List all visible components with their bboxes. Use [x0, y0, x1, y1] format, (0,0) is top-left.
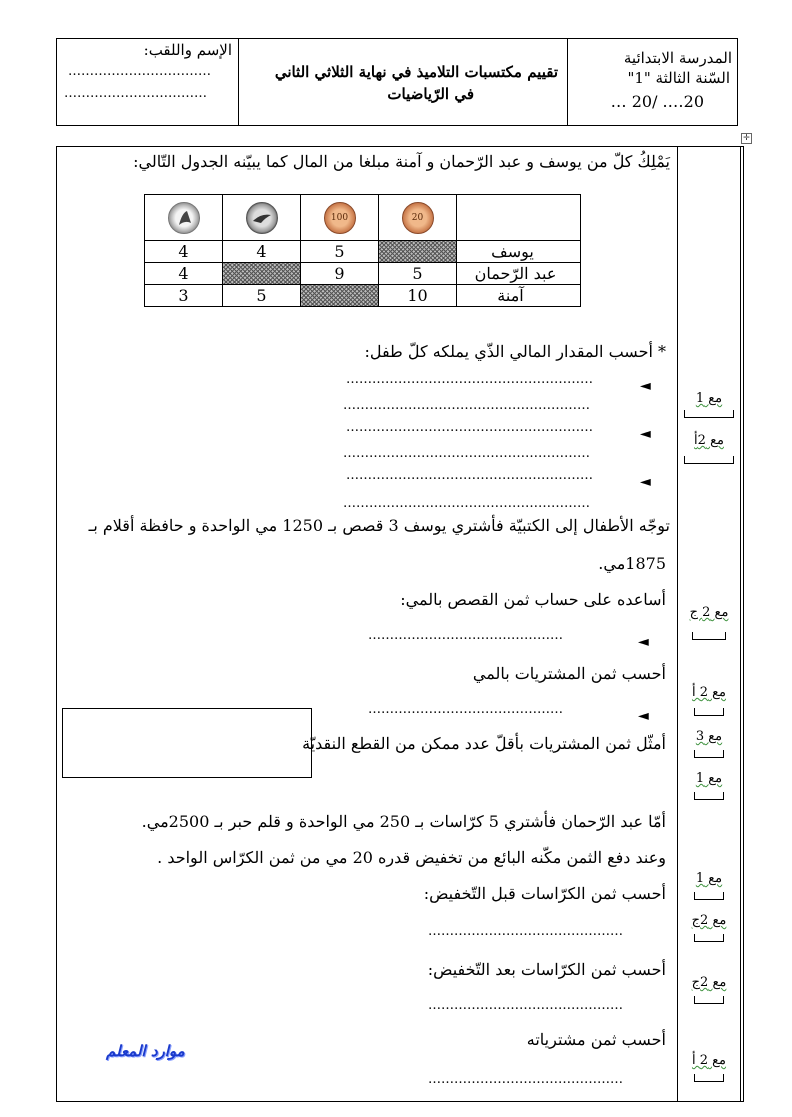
score-box[interactable] [694, 708, 724, 716]
grade-label: السّنة الثالثة "1" [627, 69, 730, 87]
answer-line[interactable]: ………………………………………………… [343, 398, 590, 413]
score-box[interactable] [694, 996, 724, 1004]
table-row [145, 241, 581, 263]
coin-20-icon: 20 [402, 202, 434, 234]
pointer-arrow-icon: ◄ [638, 708, 649, 724]
score-criterion: مع 1 [695, 391, 723, 406]
score-box[interactable] [694, 792, 724, 800]
score-box[interactable] [694, 892, 724, 900]
header-divider [567, 38, 568, 126]
answer-line[interactable]: ………………………………………………… [343, 446, 590, 461]
problem-text: وعند دفع الثمن مكّنه البائع من تخفيض قدره 20 مي من ثمن الكرّاس الواحد . [157, 848, 666, 867]
right-divider [740, 146, 741, 1102]
question-4: أمثّل ثمن المشتريات بأقلّ عدد ممكن من القطع النقديّة [302, 734, 666, 753]
question-6: أحسب ثمن الكرّاسات بعد التّخفيض: [427, 960, 666, 979]
school-year: 20…. /20 … [610, 92, 704, 111]
table-cell: 10 [379, 285, 457, 307]
table-cell-hatched [223, 263, 301, 285]
exam-title: تقييم مكتسبات التلاميذ في نهاية الثلاثي الثاني [274, 63, 558, 81]
answer-line[interactable]: ………………………………………………… ◄ [346, 468, 651, 490]
coin-cell [379, 195, 457, 241]
score-criterion: مع 2 أ [691, 685, 727, 700]
table-cell: 4 [145, 241, 223, 263]
score-box[interactable] [684, 456, 734, 464]
score-criterion: مع 2 ج [689, 605, 729, 620]
answer-line[interactable]: ………………………………………………… ◄ [346, 420, 651, 442]
problem-text: أمّا عبد الرّحمان فأشتري 5 كرّاسات بـ 250 مي الواحدة و قلم حبر بـ 2500مي. [141, 812, 666, 831]
answer-line[interactable]: ……………………………………… [428, 924, 623, 939]
score-criterion: مع 1 [695, 871, 723, 886]
answer-box[interactable] [62, 708, 312, 778]
pointer-arrow-icon: ◄ [640, 426, 651, 442]
answer-line[interactable]: ………………………………………………… ◄ [346, 372, 651, 394]
header-empty-cell [457, 195, 581, 241]
score-criterion: مع 2 أ [691, 1053, 727, 1068]
margin-divider [677, 146, 678, 1102]
table-cell-hatched [379, 241, 457, 263]
exam-subject: في الرّياضيات [387, 85, 474, 103]
coin-cell [301, 195, 379, 241]
watermark-logo: موارد المعلم [106, 1042, 185, 1060]
table-cell: 3 [145, 285, 223, 307]
table-row [145, 285, 581, 307]
money-table [144, 194, 581, 307]
coin-100-icon: 100 [324, 202, 356, 234]
coin-cell [145, 195, 223, 241]
table-cell: 4 [223, 241, 301, 263]
table-cell: 4 [145, 263, 223, 285]
score-criterion: مع 3 [695, 729, 723, 744]
problem-text: توجّه الأطفال إلى الكتبيّة فأشتري يوسف 3 قصص بـ 1250 مي الواحدة و حافظة أقلام بـ [88, 516, 670, 535]
coin-bird-icon [246, 202, 278, 234]
question-7: أحسب ثمن مشترياته [526, 1030, 666, 1049]
surname-input[interactable]: …………………………… [64, 86, 207, 101]
answer-line[interactable]: ……………………………………… [428, 1072, 623, 1087]
pointer-arrow-icon: ◄ [640, 474, 651, 490]
school-label: المدرسة الابتدائية [623, 49, 732, 67]
score-criterion: مع 1 [695, 771, 723, 786]
answer-line[interactable]: ………………………………………………… [343, 496, 590, 511]
answer-line[interactable]: ……………………………………… ◄ [368, 702, 649, 724]
score-box[interactable] [694, 934, 724, 942]
pointer-arrow-icon: ◄ [638, 634, 649, 650]
table-row [145, 263, 581, 285]
coin-cell [223, 195, 301, 241]
table-move-handle[interactable]: ✛ [741, 133, 752, 144]
intro-text: يَمْلِكُ كلّ من يوسف و عبد الرّحمان و آمنة مبلغا من المال كما يبيّنه الجدول التّالي: [133, 152, 670, 171]
table-cell: 5 [301, 241, 379, 263]
coin-medal-icon [168, 202, 200, 234]
question-5: أحسب ثمن الكرّاسات قبل التّخفيض: [423, 884, 666, 903]
pointer-arrow-icon: ◄ [640, 378, 651, 394]
question-1: * أحسب المقدار المالي الذّي يملكه كلّ طفل: [364, 342, 666, 361]
name-label: الإسم واللقب: [143, 41, 232, 59]
score-criterion: مع 2ج [691, 913, 727, 928]
table-cell-hatched [301, 285, 379, 307]
question-3: أحسب ثمن المشتريات بالمي [472, 664, 666, 683]
row-name: آمنة [457, 285, 581, 307]
score-box[interactable] [694, 1074, 724, 1082]
answer-line[interactable]: ……………………………………… [428, 998, 623, 1013]
row-name: عبد الرّحمان [457, 263, 581, 285]
answer-line[interactable]: ……………………………………… ◄ [368, 628, 649, 650]
row-name: يوسف [457, 241, 581, 263]
score-box[interactable] [694, 750, 724, 758]
name-input[interactable]: …………………………… [68, 64, 211, 79]
score-criterion: مع 2أ [694, 433, 724, 448]
problem-text: 1875مي. [598, 554, 666, 573]
score-box[interactable] [684, 410, 734, 418]
table-cell: 5 [379, 263, 457, 285]
header-divider [238, 38, 239, 126]
table-cell: 9 [301, 263, 379, 285]
score-box[interactable] [692, 632, 726, 640]
score-criterion: مع 2ج [691, 975, 727, 990]
table-cell: 5 [223, 285, 301, 307]
question-2: أساعده على حساب ثمن القصص بالمي: [400, 590, 666, 609]
